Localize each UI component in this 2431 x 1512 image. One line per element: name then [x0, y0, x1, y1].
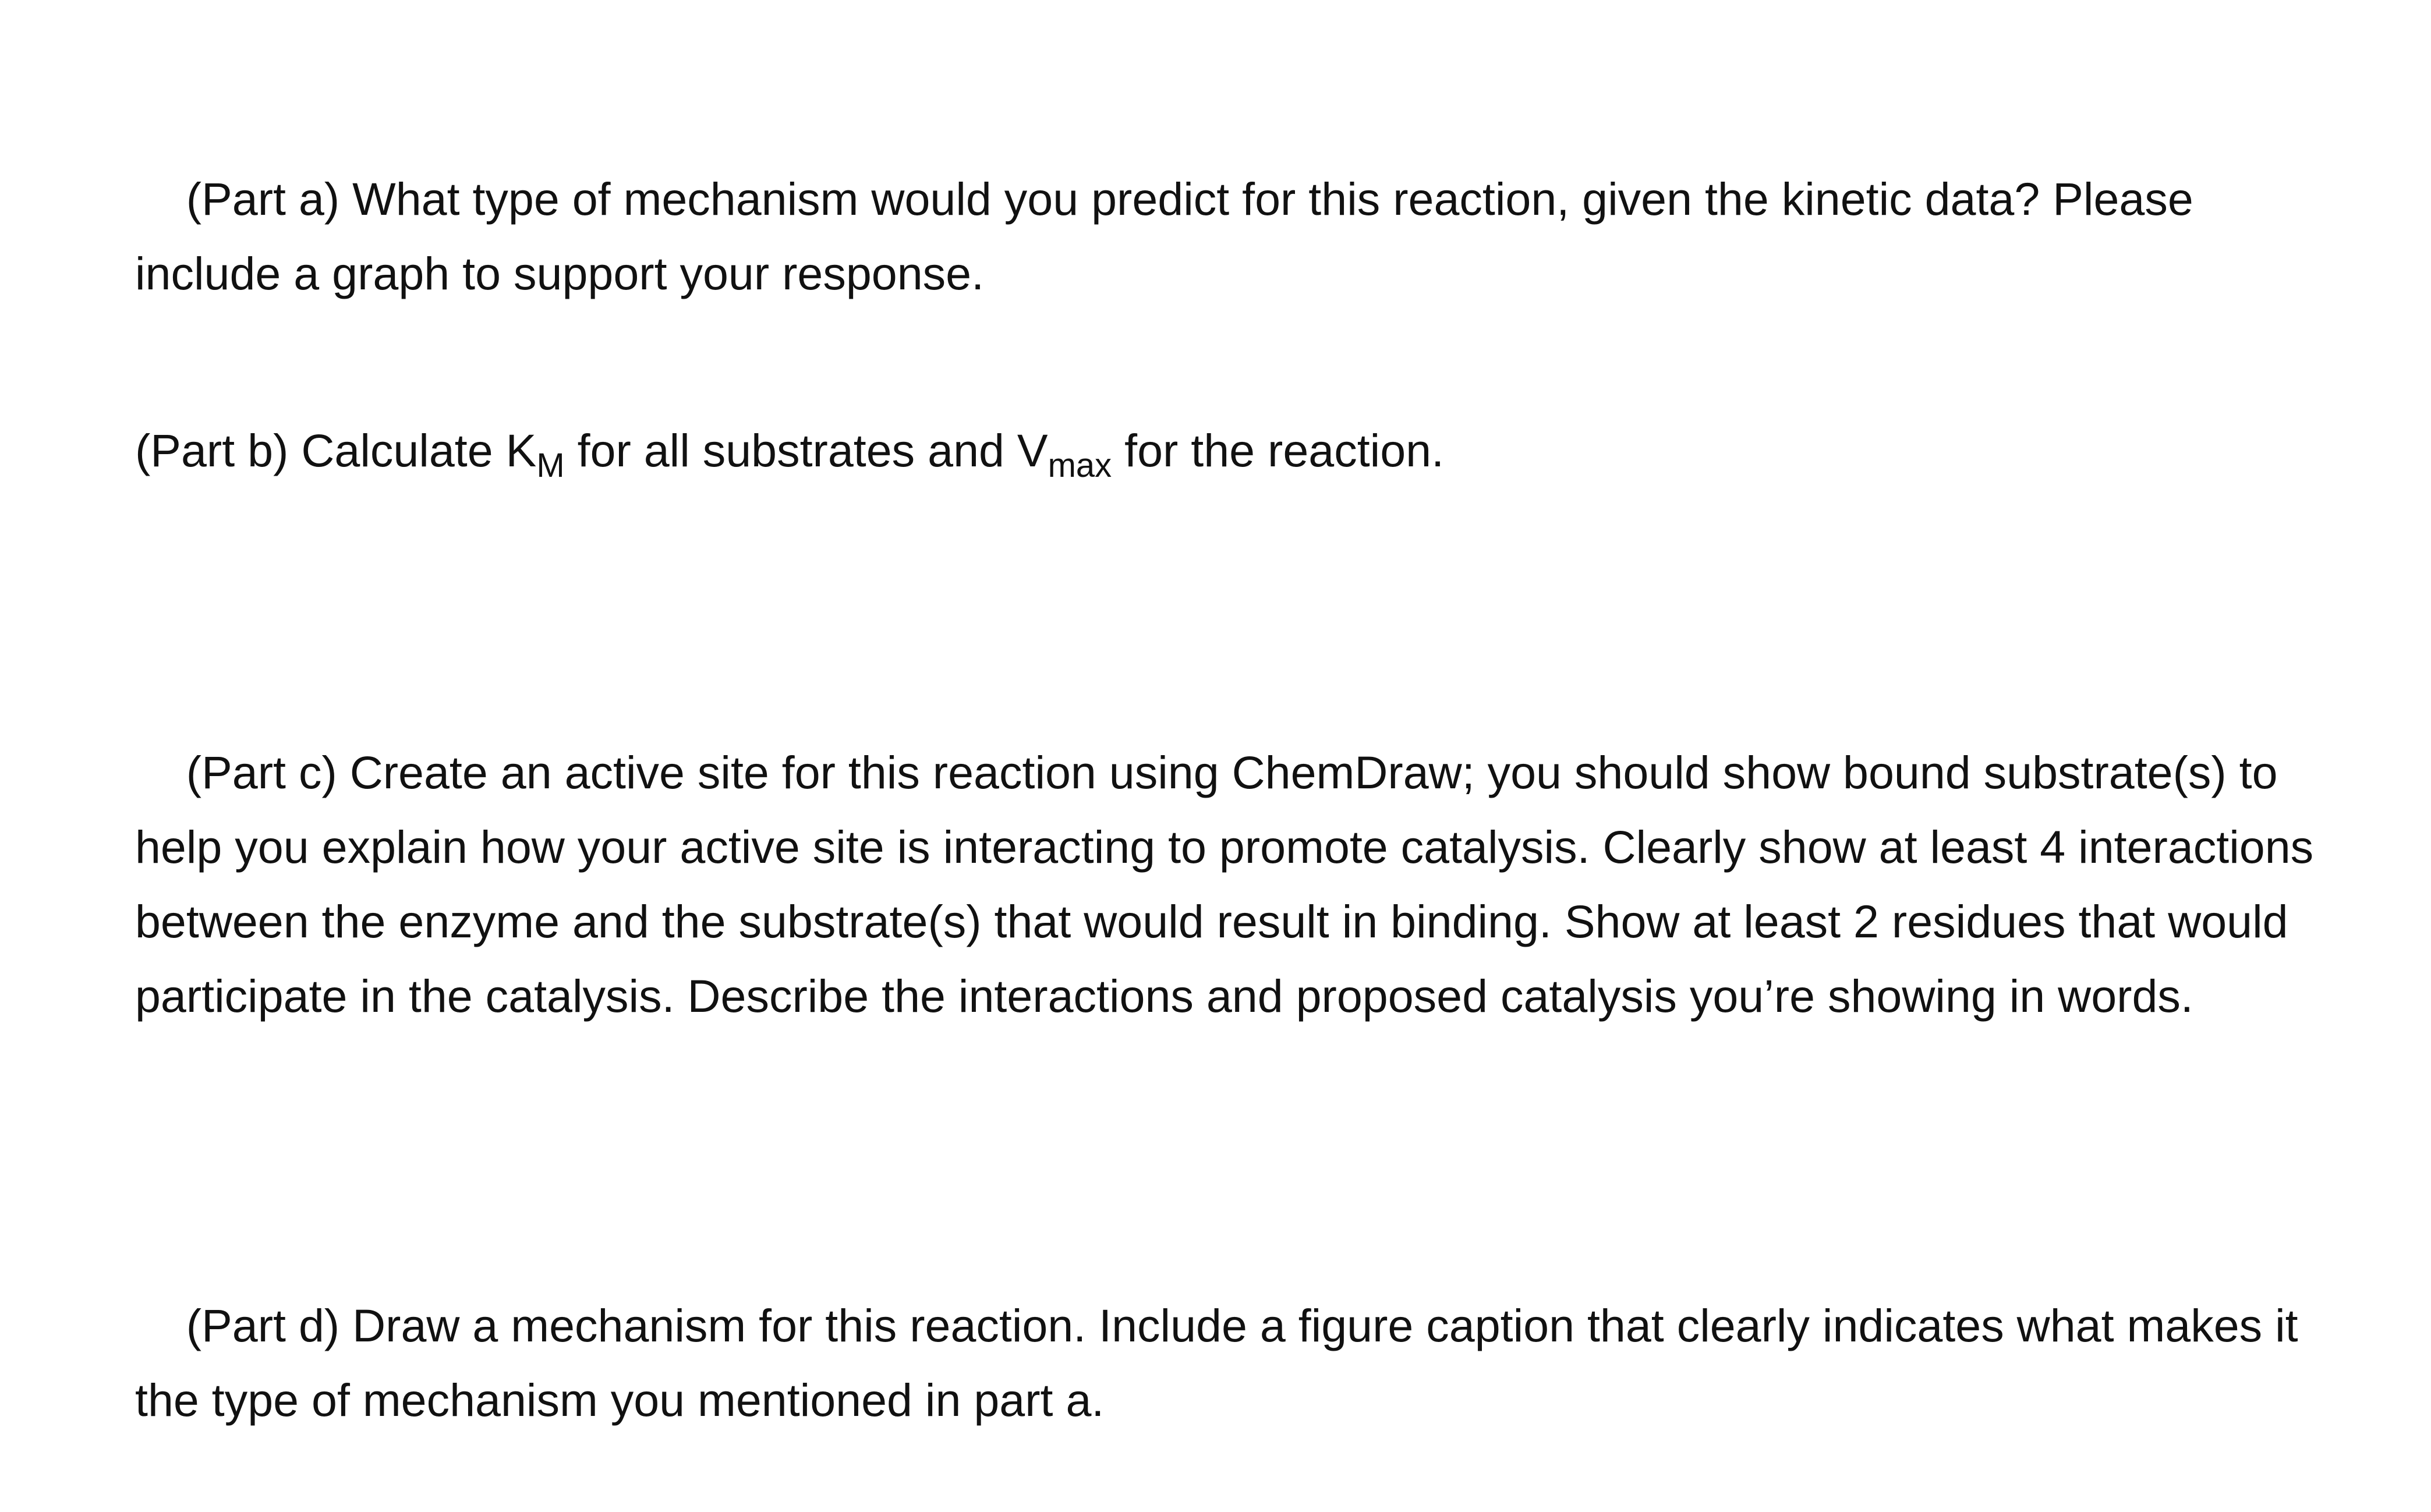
question-part-d — [135, 1214, 2324, 1512]
part-d-text: (Part d) Draw a mechanism for this reaction. Include a figure caption that clearly indicates what makes it the type of mechanism you mentioned in part a. — [135, 1299, 2311, 1426]
question-part-a — [135, 87, 2324, 385]
part-c-text: (Part c) Create an active site for this reaction using ChemDraw; you should show bound substrate(s) to help you explain how your active site is interacting to promote catalysis. Clearly show at least 4 interactions between the enzyme and the substrate(s) that would result in binding. Show at least 2 residues that would participate in the catalysis. Describe the interactions and proposed catalysis you’re showing in words. — [135, 746, 2327, 1022]
part-b-text-3: for the reaction. — [1112, 424, 1445, 476]
km-subscript: M — [536, 447, 565, 484]
question-part-c — [135, 661, 2327, 1108]
question-part-b — [135, 413, 2324, 488]
part-b-text-1: (Part b) Calculate K — [135, 424, 537, 476]
vmax-subscript: max — [1048, 447, 1112, 484]
part-a-text: (Part a) What type of mechanism would you predict for this reaction, given the kinetic data? Please include a graph to support your response. — [135, 173, 2206, 299]
part-b-text-2: for all substrates and V — [564, 424, 1048, 476]
